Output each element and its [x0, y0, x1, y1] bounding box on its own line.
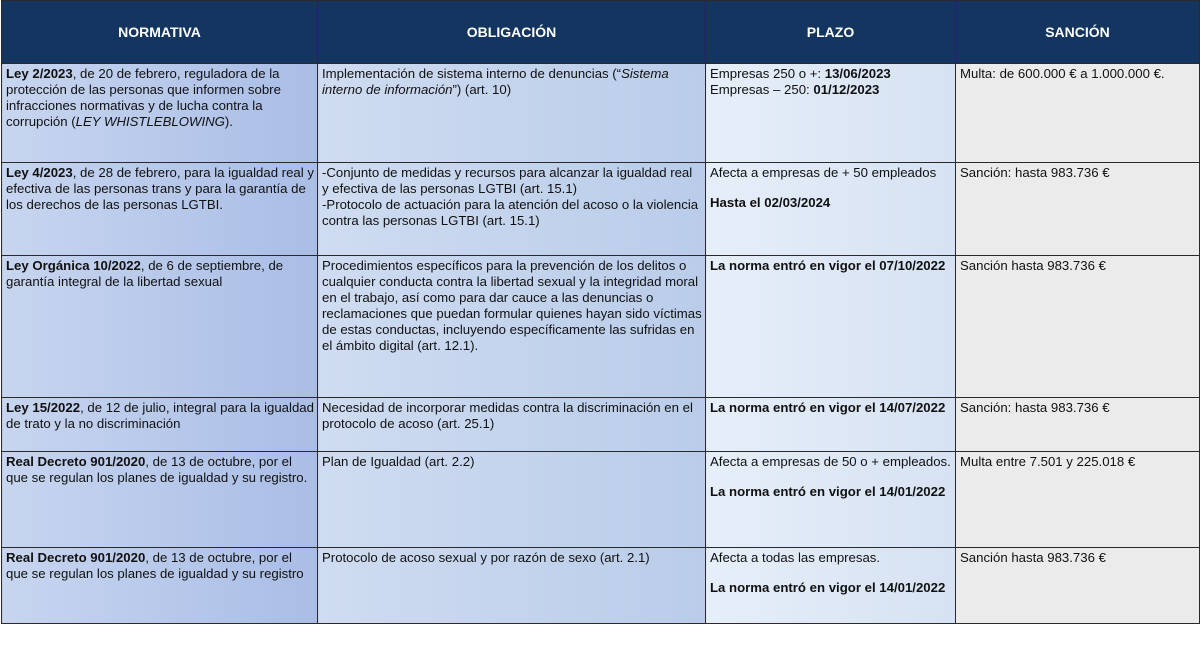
plazo-cell: [706, 398, 956, 452]
normativa-cell: [2, 163, 318, 256]
plazo-date: 01/12/2023: [813, 82, 880, 97]
sancion-cell: Multa: de 600.000 € a 1.000.000 €.: [956, 64, 1200, 163]
normativa-text: , de 6 de septiembre, de garantía integral de la libertad sexual: [6, 258, 284, 289]
plazo-text: Empresas – 250:: [710, 82, 814, 97]
table-row: [2, 163, 1200, 256]
header-normativa: NORMATIVA: [2, 1, 318, 64]
obligacion-text: Implementación de sistema interno de denuncias (“: [322, 66, 622, 81]
normativa-title: Ley 15/2022: [6, 400, 81, 415]
normativa-text: , de 20 de febrero, reguladora de la protección de las personas que informen sobre infracciones normativas y de lucha contra la corrupción (: [6, 66, 281, 129]
plazo-text: Empresas 250 o +:: [710, 66, 825, 81]
normativa-title: Ley 4/2023: [6, 165, 73, 180]
normativa-title: Ley Orgánica 10/2022: [6, 258, 141, 273]
normativa-title: Ley 2/2023: [6, 66, 73, 81]
plazo-text: Afecta a empresas de + 50 empleados: [710, 165, 937, 180]
sancion-cell: Sanción hasta 983.736 €: [956, 548, 1200, 624]
plazo-line: [710, 82, 952, 98]
sancion-cell: Sanción: hasta 983.736 €: [956, 163, 1200, 256]
plazo-text: Afecta a todas las empresas.: [710, 550, 881, 565]
normativa-title: Real Decreto 901/2020: [6, 454, 146, 469]
sancion-cell: Multa entre 7.501 y 225.018 €: [956, 452, 1200, 548]
plazo-cell: [706, 548, 956, 624]
plazo-cell: [706, 163, 956, 256]
plazo-date: 13/06/2023: [824, 66, 891, 81]
header-sancion: SANCIÓN: [956, 1, 1200, 64]
normativa-cell: [2, 256, 318, 398]
table-row: [2, 548, 1200, 624]
normativa-cell: [2, 452, 318, 548]
normativa-text: , de 28 de febrero, para la igualdad real y efectiva de las personas trans y para la garantía de los derechos de las personas LGTBI.: [6, 165, 314, 212]
obligacion-cell: Plan de Igualdad (art. 2.2): [318, 452, 706, 548]
table-row: [2, 452, 1200, 548]
plazo-date: La norma entró en vigor el 14/07/2022: [710, 400, 946, 415]
obligacion-item: -Protocolo de actuación para la atención del acoso o la violencia contra las personas LGTBI (art. 15.1): [322, 197, 699, 228]
obligacion-cell: [318, 163, 706, 256]
normativa-cell: [2, 548, 318, 624]
header-row: [2, 1, 1200, 64]
obligacion-cell: Protocolo de acoso sexual y por razón de sexo (art. 2.1): [318, 548, 706, 624]
obligacion-cell: Necesidad de incorporar medidas contra la discriminación en el protocolo de acoso (art. 25.1): [318, 398, 706, 452]
plazo-date: La norma entró en vigor el 14/01/2022: [710, 484, 946, 499]
plazo-text: Afecta a empresas de 50 o + empleados.: [710, 454, 951, 469]
header-plazo: PLAZO: [706, 1, 956, 64]
normativa-title: Real Decreto 901/2020: [6, 550, 146, 565]
normativa-italic: LEY WHISTLEBLOWING: [75, 114, 225, 129]
table-row: [2, 398, 1200, 452]
normativa-cell: [2, 64, 318, 163]
normativa-end: ).: [224, 114, 233, 129]
plazo-line: [710, 66, 952, 82]
table-row: [2, 256, 1200, 398]
obligacion-cell: [318, 64, 706, 163]
normativa-text: , de 13 de octubre, por el que se regulan los planes de igualdad y su registro: [6, 550, 304, 581]
plazo-date: La norma entró en vigor el 07/10/2022: [710, 258, 946, 273]
normativa-text: , de 13 de octubre, por el que se regulan los planes de igualdad y su registro.: [6, 454, 308, 485]
normativa-cell: [2, 398, 318, 452]
obligacion-text-end: ”) (art. 10): [452, 82, 512, 97]
plazo-cell: [706, 256, 956, 398]
plazo-date: Hasta el 02/03/2024: [710, 195, 831, 210]
sancion-cell: Sanción: hasta 983.736 €: [956, 398, 1200, 452]
table-row: [2, 64, 1200, 163]
header-obligacion: OBLIGACIÓN: [318, 1, 706, 64]
regulations-table: [1, 0, 1200, 624]
obligacion-item: -Conjunto de medidas y recursos para alcanzar la igualdad real y efectiva de las personas LGTBI (art. 15.1): [322, 165, 693, 196]
obligacion-italic: Sistema interno de información: [322, 66, 669, 97]
plazo-date: La norma entró en vigor el 14/01/2022: [710, 580, 946, 595]
plazo-cell: [706, 64, 956, 163]
plazo-cell: [706, 452, 956, 548]
obligacion-cell: Procedimientos específicos para la prevención de los delitos o cualquier conducta contra la libertad sexual y la integridad moral en el trabajo, así como para dar cauce a las denuncias o reclamaciones que puedan formular quienes hayan sido víctimas de estas conductas, incluyendo específicamente las sufridas en el ámbito digital (art. 12.1).: [318, 256, 706, 398]
sancion-cell: Sanción hasta 983.736 €: [956, 256, 1200, 398]
normativa-text: , de 12 de julio, integral para la igualdad de trato y la no discriminación: [6, 400, 314, 431]
